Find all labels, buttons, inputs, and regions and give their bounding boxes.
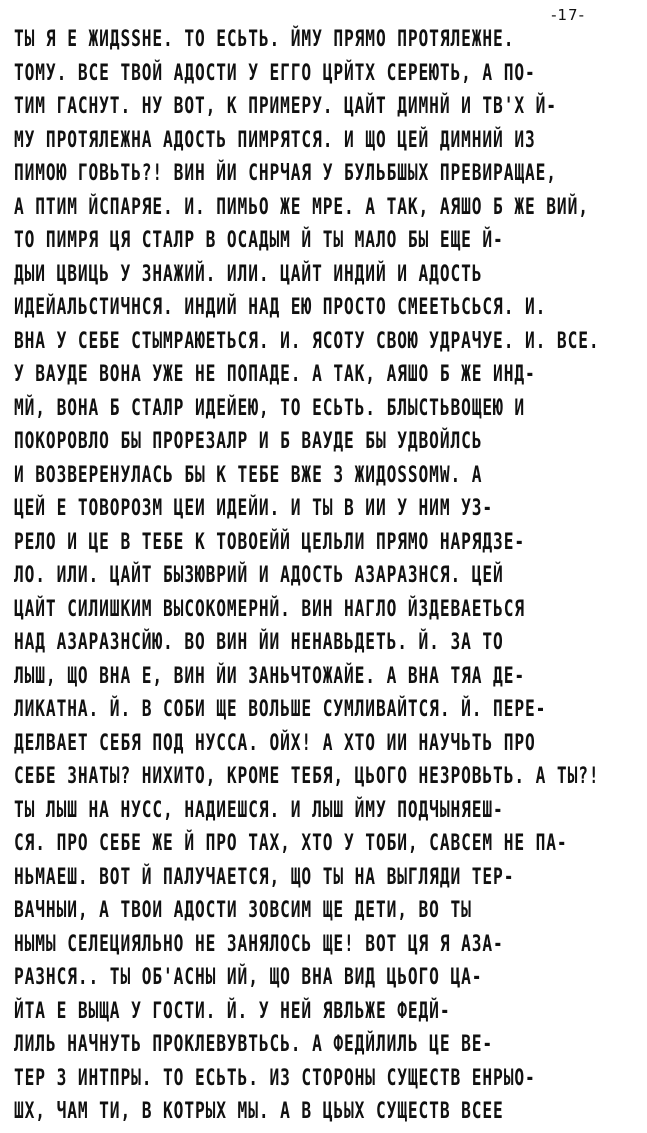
text-line: ЦАЙТ СИЛИШКИМ ВЫСОКОМЕРНЙ. ВИН НАГЛО ЙЗДЕВАЕТЬСЯ: [14, 595, 525, 621]
handwritten-text-block: [14, 22, 632, 1128]
text-line: ДЫИ ЦВИЦЬ У ЗНАЖИЙ. ИЛИ. ЦАЙТ ИНДИЙ И АДОСТЬ: [14, 260, 483, 286]
text-line: НЬМАЕШ. ВОТ Й ПАЛУЧАЕТСЯ, ЩО ТЫ НА ВЫГЛЯДИ ТЕР-: [14, 863, 515, 889]
text-line: ИДЕЙАЛЬСТИЧНСЯ. ИНДИЙ НАД ЕЮ ПРОСТО СМЕЕТЬСЬСЯ. И.: [14, 293, 547, 320]
text-line: ТЕР З ИНТПРЫ. ТО ЕСЬТЬ. ИЗ СТОРОНЫ СУЩЕСТВ ЕНРЫО-: [14, 1064, 536, 1090]
text-line: ТОМУ. ВСЕ ТВОЙ АДОСТИ У ЕГГО ЦРЙТХ СЕРЕЮТЬ, А ПО-: [14, 59, 536, 85]
text-line: ДЕЛВАЕТ СЕБЯ ПОД НУССА. ОЙХ! А ХТО ИИ НАУЧЬТЬ ПРО: [14, 729, 536, 755]
text-line: МУ ПРОТЯЛЕЖНА АДОСТЬ ПИМРЯТСЯ. И ЩО ЦЕЙ ДИМНИЙ ИЗ: [14, 126, 536, 152]
text-line: РЕЛО И ЦЕ В ТЕБЕ К ТОВОЕЙЙ ЦЕЛЬЛИ ПРЯМО НАРЯДЗЕ-: [14, 528, 525, 554]
text-line: ЛИЛЬ НАЧНУТЬ ПРОКЛЕВУВТЬСЬ. А ФЕДЙЛИЛЬ ЦЕ ВЕ-: [14, 1030, 494, 1057]
text-line: НЫМЫ СЕЛЕЦИЯЛЬНО НЕ ЗАНЯЛОСЬ ЩЕ! ВОТ ЦЯ Я АЗА-: [14, 930, 504, 956]
text-line: ЛЫШ, ЩО ВНА Е, ВИН ЙИ ЗАНЬЧТОЖАЙЕ. А ВНА ТЯА ДЕ-: [14, 662, 525, 688]
text-line: А ПТИМ ЙСПАРЯЕ. И. ПИМЬО ЖЕ МРЕ. А ТАК, АЯШО Б ЖЕ ВИЙ,: [14, 193, 589, 219]
text-line: ШХ, ЧАМ ТИ, В КОТРЫХ МЫ. А В ЦЬЫХ СУЩЕСТВ ВСЕЕ: [14, 1097, 504, 1124]
text-line: ПОКОРОВЛО БЫ ПРОРЕЗАЛР И Б ВАУДЕ БЫ УДВОЙЛСЬ: [14, 427, 483, 454]
text-line: ВАЧНЫИ, А ТВОИ АДОСТИ ЗОВСИМ ЩЕ ДЕТИ, ВО ТЫ: [14, 896, 472, 923]
text-line: ЙТА Е ВЫЩА У ГОСТИ. Й. У НЕЙ ЯВЛЬЖЕ ФЕДЙ-: [14, 997, 451, 1023]
page-number: -17-: [551, 6, 585, 24]
text-line: СЕБЕ ЗНАТЫ? НИХИТО, КРОМЕ ТЕБЯ, ЦЬОГО НЕЗРОВЬТЬ. А ТЫ?!: [14, 762, 600, 789]
text-line: ПИМОЮ ГОВЬТЬ?! ВИН ЙИ СНРЧАЯ У БУЛЬБШЫХ ПРЕВИРАЩАЕ,: [14, 159, 557, 186]
text-line: И ВОЗВЕРЕНУЛАСЬ БЫ К ТЕБЕ ВЖЕ З ЖИДОSSОМW. А: [14, 461, 483, 487]
text-line: СЯ. ПРО СЕБЕ ЖЕ Й ПРО ТАХ, ХТО У ТОБИ, САВСЕМ НЕ ПА-: [14, 829, 568, 856]
text-line: ТО ПИМРЯ ЦЯ СТАЛР В ОСАДЫМ Й ТЫ МАЛО БЫ ЕЩЕ Й-: [14, 226, 504, 253]
text-line: МЙ, ВОНА Б СТАЛР ИДЕЙЕЮ, ТО ЕСЬТЬ. БЛЫСТЬВОЩЕЮ И: [14, 394, 525, 420]
text-line: ТЫ Я Е ЖИДSSНЕ. ТО ЕСЬТЬ. ЙМУ ПРЯМО ПРОТЯЛЕЖНЕ.: [14, 25, 515, 52]
text-line: ЦЕЙ Е ТОВОРОЗМ ЦЕИ ИДЕЙИ. И ТЫ В ИИ У НИМ УЗ-: [14, 494, 494, 521]
text-line: ЛО. ИЛИ. ЦАЙТ БЫЗЮВРИЙ И АДОСТЬ АЗАРАЗНСЯ. ЦЕЙ: [14, 561, 504, 588]
text-line: У ВАУДЕ ВОНА УЖЕ НЕ ПОПАДЕ. А ТАК, АЯШО Б ЖЕ ИНД-: [14, 360, 536, 387]
text-line: ТИМ ГАСНУТ. НУ ВОТ, К ПРИМЕРУ. ЦАЙТ ДИМНЙ И ТВ'Х Й-: [14, 92, 557, 119]
text-line: ВНА У СЕБЕ СТЫМРАЮЕТЬСЯ. И. ЯСОТУ СВОЮ УДРАЧУЕ. И. ВСЕ.: [14, 327, 600, 353]
text-line: НАД АЗАРАЗНСЙЮ. ВО ВИН ЙИ НЕНАВЬДЕТЬ. Й. ЗА ТО: [14, 628, 504, 655]
text-line: ТЫ ЛЫШ НА НУСС, НАДИЕШСЯ. И ЛЫШ ЙМУ ПОДЧЫНЯЕШ-: [14, 796, 504, 822]
text-line: ЛИКАТНА. Й. В СОБИ ЩЕ ВОЛЬШЕ СУМЛИВАЙТСЯ. Й. ПЕРЕ-: [14, 695, 547, 722]
text-line: РАЗНСЯ.. ТЫ ОБ'АСНЫ ИЙ, ЩО ВНА ВИД ЦЬОГО ЦА-: [14, 963, 483, 990]
